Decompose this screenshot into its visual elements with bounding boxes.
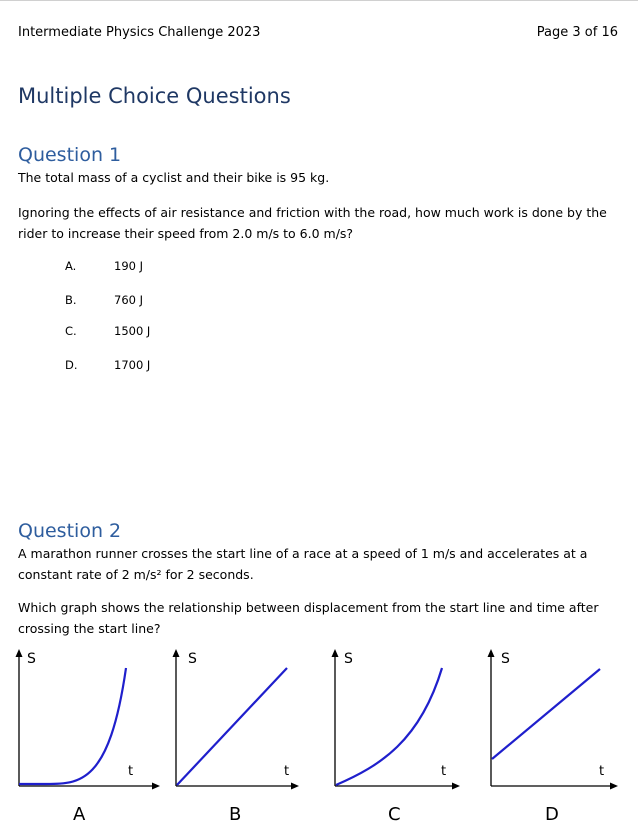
graph-d-plot xyxy=(486,646,636,796)
page-number: Page 3 of 16 xyxy=(536,25,618,40)
section-title: Multiple Choice Questions xyxy=(18,84,291,108)
graph-a-y-arrow xyxy=(16,649,23,657)
graph-a-curve xyxy=(19,668,126,784)
graph-c-y-label: S xyxy=(344,651,353,667)
question-1-text: The total mass of a cyclist and their bike is 95 kg. xyxy=(18,170,330,185)
option-d-text[interactable]: 1700 J xyxy=(114,358,151,372)
option-a-text[interactable]: 190 J xyxy=(114,259,143,273)
graph-b-x-arrow xyxy=(291,783,299,790)
graph-d[interactable] xyxy=(486,646,636,831)
graph-d-letter[interactable]: D xyxy=(545,804,559,825)
graph-a-x-label: t xyxy=(128,764,134,779)
graph-b[interactable] xyxy=(171,646,321,831)
graph-b-letter[interactable]: B xyxy=(229,804,242,825)
graph-a-plot xyxy=(14,646,164,796)
option-b-text[interactable]: 760 J xyxy=(114,293,143,307)
option-b-letter: B. xyxy=(65,293,77,307)
graph-d-y-label: S xyxy=(501,651,510,667)
graph-b-x-label: t xyxy=(284,764,290,779)
graph-d-x-label: t xyxy=(599,764,605,779)
page-top-rule xyxy=(0,0,638,1)
document-title: Intermediate Physics Challenge 2023 xyxy=(18,25,261,40)
graph-b-y-arrow xyxy=(173,649,180,657)
graph-c-curve xyxy=(336,668,442,785)
graph-c-letter[interactable]: C xyxy=(388,804,401,825)
graph-a-x-arrow xyxy=(152,783,160,790)
question-1-prompt: Ignoring the effects of air resistance and friction with the road, how much work is done by the rider to increase their speed from 2.0 m/s to 6.0 m/s? xyxy=(18,205,607,241)
graph-a[interactable] xyxy=(14,646,164,831)
graph-a-letter[interactable]: A xyxy=(73,804,86,825)
option-d-letter: D. xyxy=(65,358,78,372)
option-c-text[interactable]: 1500 J xyxy=(114,324,151,338)
question-2-text: A marathon runner crosses the start line of a race at a speed of 1 m/s and accelerates at a constant rate of 2 m/s² for 2 seconds. xyxy=(18,546,588,582)
graph-c-x-arrow xyxy=(452,783,460,790)
question-2-prompt: Which graph shows the relationship between displacement from the start line and time after crossing the start line? xyxy=(18,600,599,636)
graph-c-y-arrow xyxy=(332,649,339,657)
graph-c[interactable] xyxy=(330,646,480,831)
graph-b-plot xyxy=(171,646,321,796)
graph-b-line xyxy=(177,668,290,785)
option-c-letter: C. xyxy=(65,324,77,338)
graph-c-x-label: t xyxy=(441,764,447,779)
graph-c-plot xyxy=(330,646,480,796)
graph-d-x-arrow xyxy=(610,783,618,790)
question-1-heading: Question 1 xyxy=(18,144,122,166)
graph-d-y-arrow xyxy=(488,649,495,657)
option-a-letter: A. xyxy=(65,259,77,273)
graph-a-y-label: S xyxy=(27,651,36,667)
graph-d-line xyxy=(492,669,600,759)
graph-b-y-label: S xyxy=(188,651,197,667)
question-2-heading: Question 2 xyxy=(18,520,122,542)
